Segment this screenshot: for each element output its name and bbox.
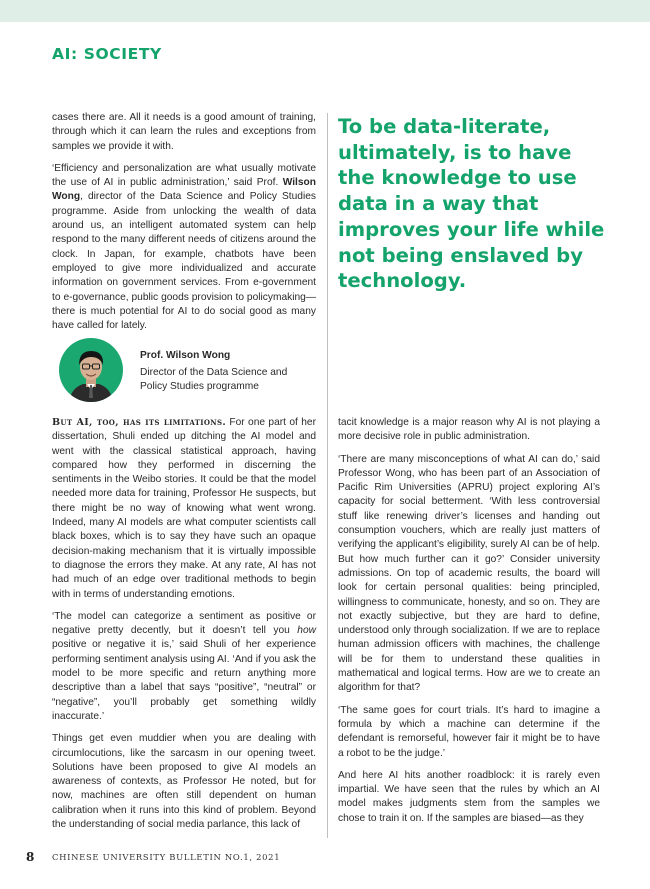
paragraph: cases there are. All it needs is a good amount of training, through which it can learn the rules and exceptions from samples we provide it with.	[52, 112, 316, 152]
avatar	[59, 338, 123, 402]
paragraph: But AI, too, has its limitations. For one part of her dissertation, Shuli ended up ditching the AI model and went with the classical statistical approach, having compared how they performed in discerning the sentiments in the Weibo stories. It could be that the model needed more data for training, Professor He suspects, but there might be no way of knowing what went wrong. Indeed, many AI models are what computer scientists call black boxes, which is to say they have such an opaque decision-making mechanism that it is virtually impossible to diagnose the errors they make. At any rate, AI has not had much of an edge over traditional methods to begin with in terms of understanding emotions.	[52, 417, 316, 600]
article-column-bottom-right	[338, 416, 600, 834]
article-column-top-left	[52, 111, 316, 341]
profile-role: Director of the Data Science and Policy Studies programme	[140, 367, 288, 392]
pull-quote: To be data-literate, ultimately, is to have the knowledge to use data in a way that improves your life while not being enslaved by technology.	[338, 115, 605, 293]
paragraph: Things get even muddier when you are dealing with circumlocutions, like the sarcasm in our opening tweet. Solutions have been proposed to give AI models an awareness of contexts, as Professor He noted, but for now, machines are often still dependent on human calibration when it runs into this kind of problem. Beyond the understanding of social media parlance, this lack of	[52, 733, 316, 831]
paragraph: ‘Efficiency and personalization are what usually motivate the use of AI in public administration,’ said Prof. Wilson Wong, director of the Data Science and Policy Studies programme. Aside from unlocking the wealth of data around us, an intelligent automated system can help respond to the many different needs of citizens around the clock. In Japan, for example, chatbots have been employed to give more individualized and accurate information on government services. From e-government to e-governance, public goods provision to policymaking—there is much potential for AI to do social good as many have called for lately.	[52, 162, 316, 332]
profile-card	[59, 338, 321, 402]
paragraph: And here AI hits another roadblock: it is rarely even impartial. We have seen that the rules by which an AI model makes judgments stem from the samples we chose to train it on. If the samples are biased—as they	[338, 769, 600, 824]
column-divider	[327, 113, 328, 838]
paragraph: tacit knowledge is a major reason why AI is not playing a more decisive role in public administration.	[338, 417, 600, 443]
profile-name: Prof. Wilson Wong	[140, 350, 231, 361]
section-lead: But AI, too, has its limitations.	[52, 417, 226, 428]
emphasis: how	[297, 625, 316, 637]
article-column-bottom-left	[52, 416, 316, 840]
paragraph: ‘The model can categorize a sentiment as positive or negative pretty decently, but it doesn’t tell you how positive or negative it is,’ said Shuli of her experience performing sentiment analysis using AI. ‘And if you ask the model to be more specific and return anything more descriptive than a label that says “positive”, “neutral” or “negative”, you’ll probably get something wildly inaccurate.’	[52, 610, 316, 722]
publication-footer: CHINESE UNIVERSITY BULLETIN NO.1, 2021	[52, 852, 281, 862]
page-number: 8	[26, 850, 35, 864]
person-name: Wilson Wong	[52, 177, 316, 203]
paragraph: ‘There are many misconceptions of what AI can do,’ said Professor Wong, who has been part of an Association of Pacific Rim Universities (APRU) project exploring AI’s capacity for social betterment. ‘With less controversial stuff like renewing driver’s licenses and handing out consumption vouchers, which are really just matters of verifying the applicant’s eligibility, surely AI can be of help. But how much further can it go?’ Consider university admissions. On top of academic results, the board will look for certain personal qualities: being principled, willingness to communicate, honesty, and so on. They are not exactly subjective, but they are hard to define, understood only through socialization. If we are to replace human admission officers with machines, the challenge will be for them to understand these qualities in mathematical and logical terms. How are we to create an algorithm for that?	[338, 453, 600, 694]
section-tag: AI: SOCIETY	[52, 45, 162, 63]
paragraph: ‘The same goes for court trials. It’s hard to imagine a formula by which a machine can determine if the defendant is remorseful, however fair it might be to have a robot to be the judge.’	[338, 704, 600, 759]
top-band	[0, 0, 650, 22]
